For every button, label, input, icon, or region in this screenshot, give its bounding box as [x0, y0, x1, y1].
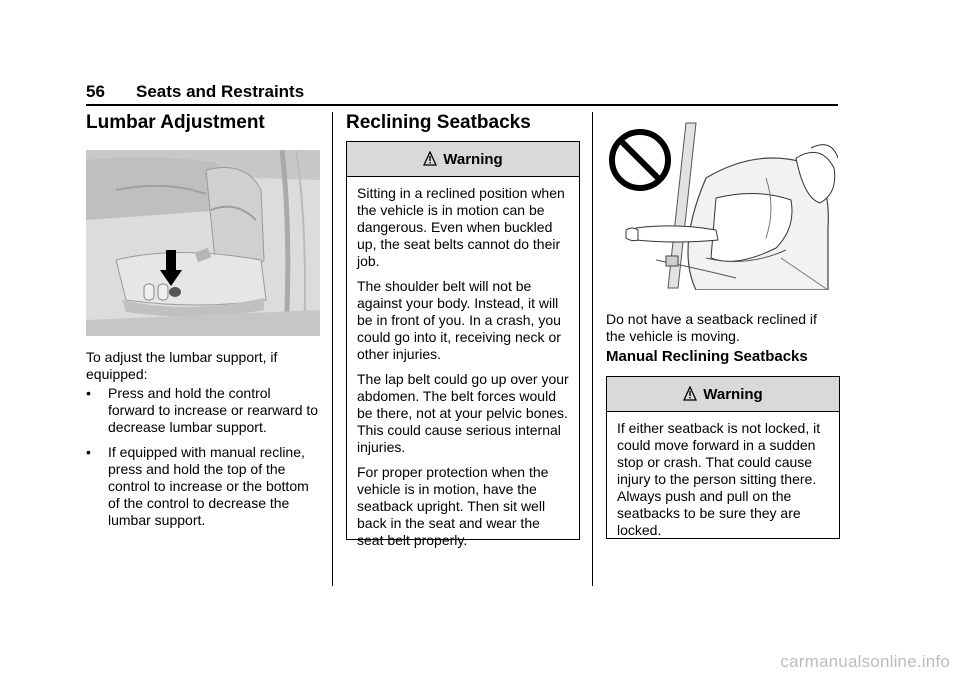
column-divider-left: [332, 112, 333, 586]
warning-paragraph: The lap belt could go up over your abdomen. The belt forces would be there, not at your pelvic bones. This could cause serious internal injuries.: [357, 371, 569, 455]
warning-paragraph: The shoulder belt will not be against your body. Instead, it will be in front of you. In a crash, you could go into it, receiving neck or other injuries.: [357, 278, 561, 362]
warning-body: [347, 177, 579, 563]
watermark: carmanualsonline.info: [780, 652, 950, 671]
reclined-caption: Do not have a seatback reclined if the vehicle is moving.: [606, 311, 817, 344]
lumbar-bullet-list: [86, 385, 320, 537]
lumbar-adjustment-heading: Lumbar Adjustment: [86, 112, 265, 133]
warning-triangle-icon: [423, 151, 437, 167]
warning-triangle-icon: [683, 386, 697, 402]
warning-box-manual: [606, 376, 840, 539]
header-rule: [86, 104, 838, 106]
warning-body: [607, 412, 839, 553]
manual-reclining-heading: Manual Reclining Seatbacks: [606, 348, 808, 365]
warning-paragraph: Sitting in a reclined position when the vehicle is in motion can be dangerous. Even when buckled up, the seat belts cannot do their job.: [357, 185, 565, 269]
warning-paragraph: For proper protection when the vehicle is in motion, have the seatback upright. Then sit well back in the seat and wear the seat belt properly.: [357, 464, 549, 548]
list-item: [86, 385, 320, 436]
section-title: Seats and Restraints: [136, 82, 305, 101]
bullet-marker: •: [86, 385, 91, 401]
warning-paragraph: If either seatback is not locked, it could move forward in a sudden stop or crash. That could cause injury to the person sitting there. Always push and pull on the seatbacks to be sure they are locked.: [617, 420, 821, 538]
warning-box-reclining: [346, 141, 580, 548]
warning-label: Warning: [443, 150, 503, 168]
column-divider-right: [592, 112, 593, 586]
lumbar-seat-illustration: [86, 150, 320, 336]
reclined-occupant-illustration: [606, 118, 838, 290]
warning-header: [347, 142, 579, 177]
page-number: 56: [86, 82, 105, 101]
bullet-text: Press and hold the control forward to increase or rearward to decrease lumbar support.: [108, 385, 319, 435]
warning-label: Warning: [703, 385, 763, 403]
lumbar-intro: To adjust the lumbar support, if equipped:: [86, 349, 278, 382]
bullet-text: If equipped with manual recline, press and hold the top of the control to increase or the bottom of the control to decrease the lumbar support.: [108, 444, 309, 528]
reclining-seatbacks-heading: Reclining Seatbacks: [346, 112, 531, 133]
list-item: [86, 444, 320, 529]
warning-header: [607, 377, 839, 412]
bullet-marker: •: [86, 444, 91, 460]
